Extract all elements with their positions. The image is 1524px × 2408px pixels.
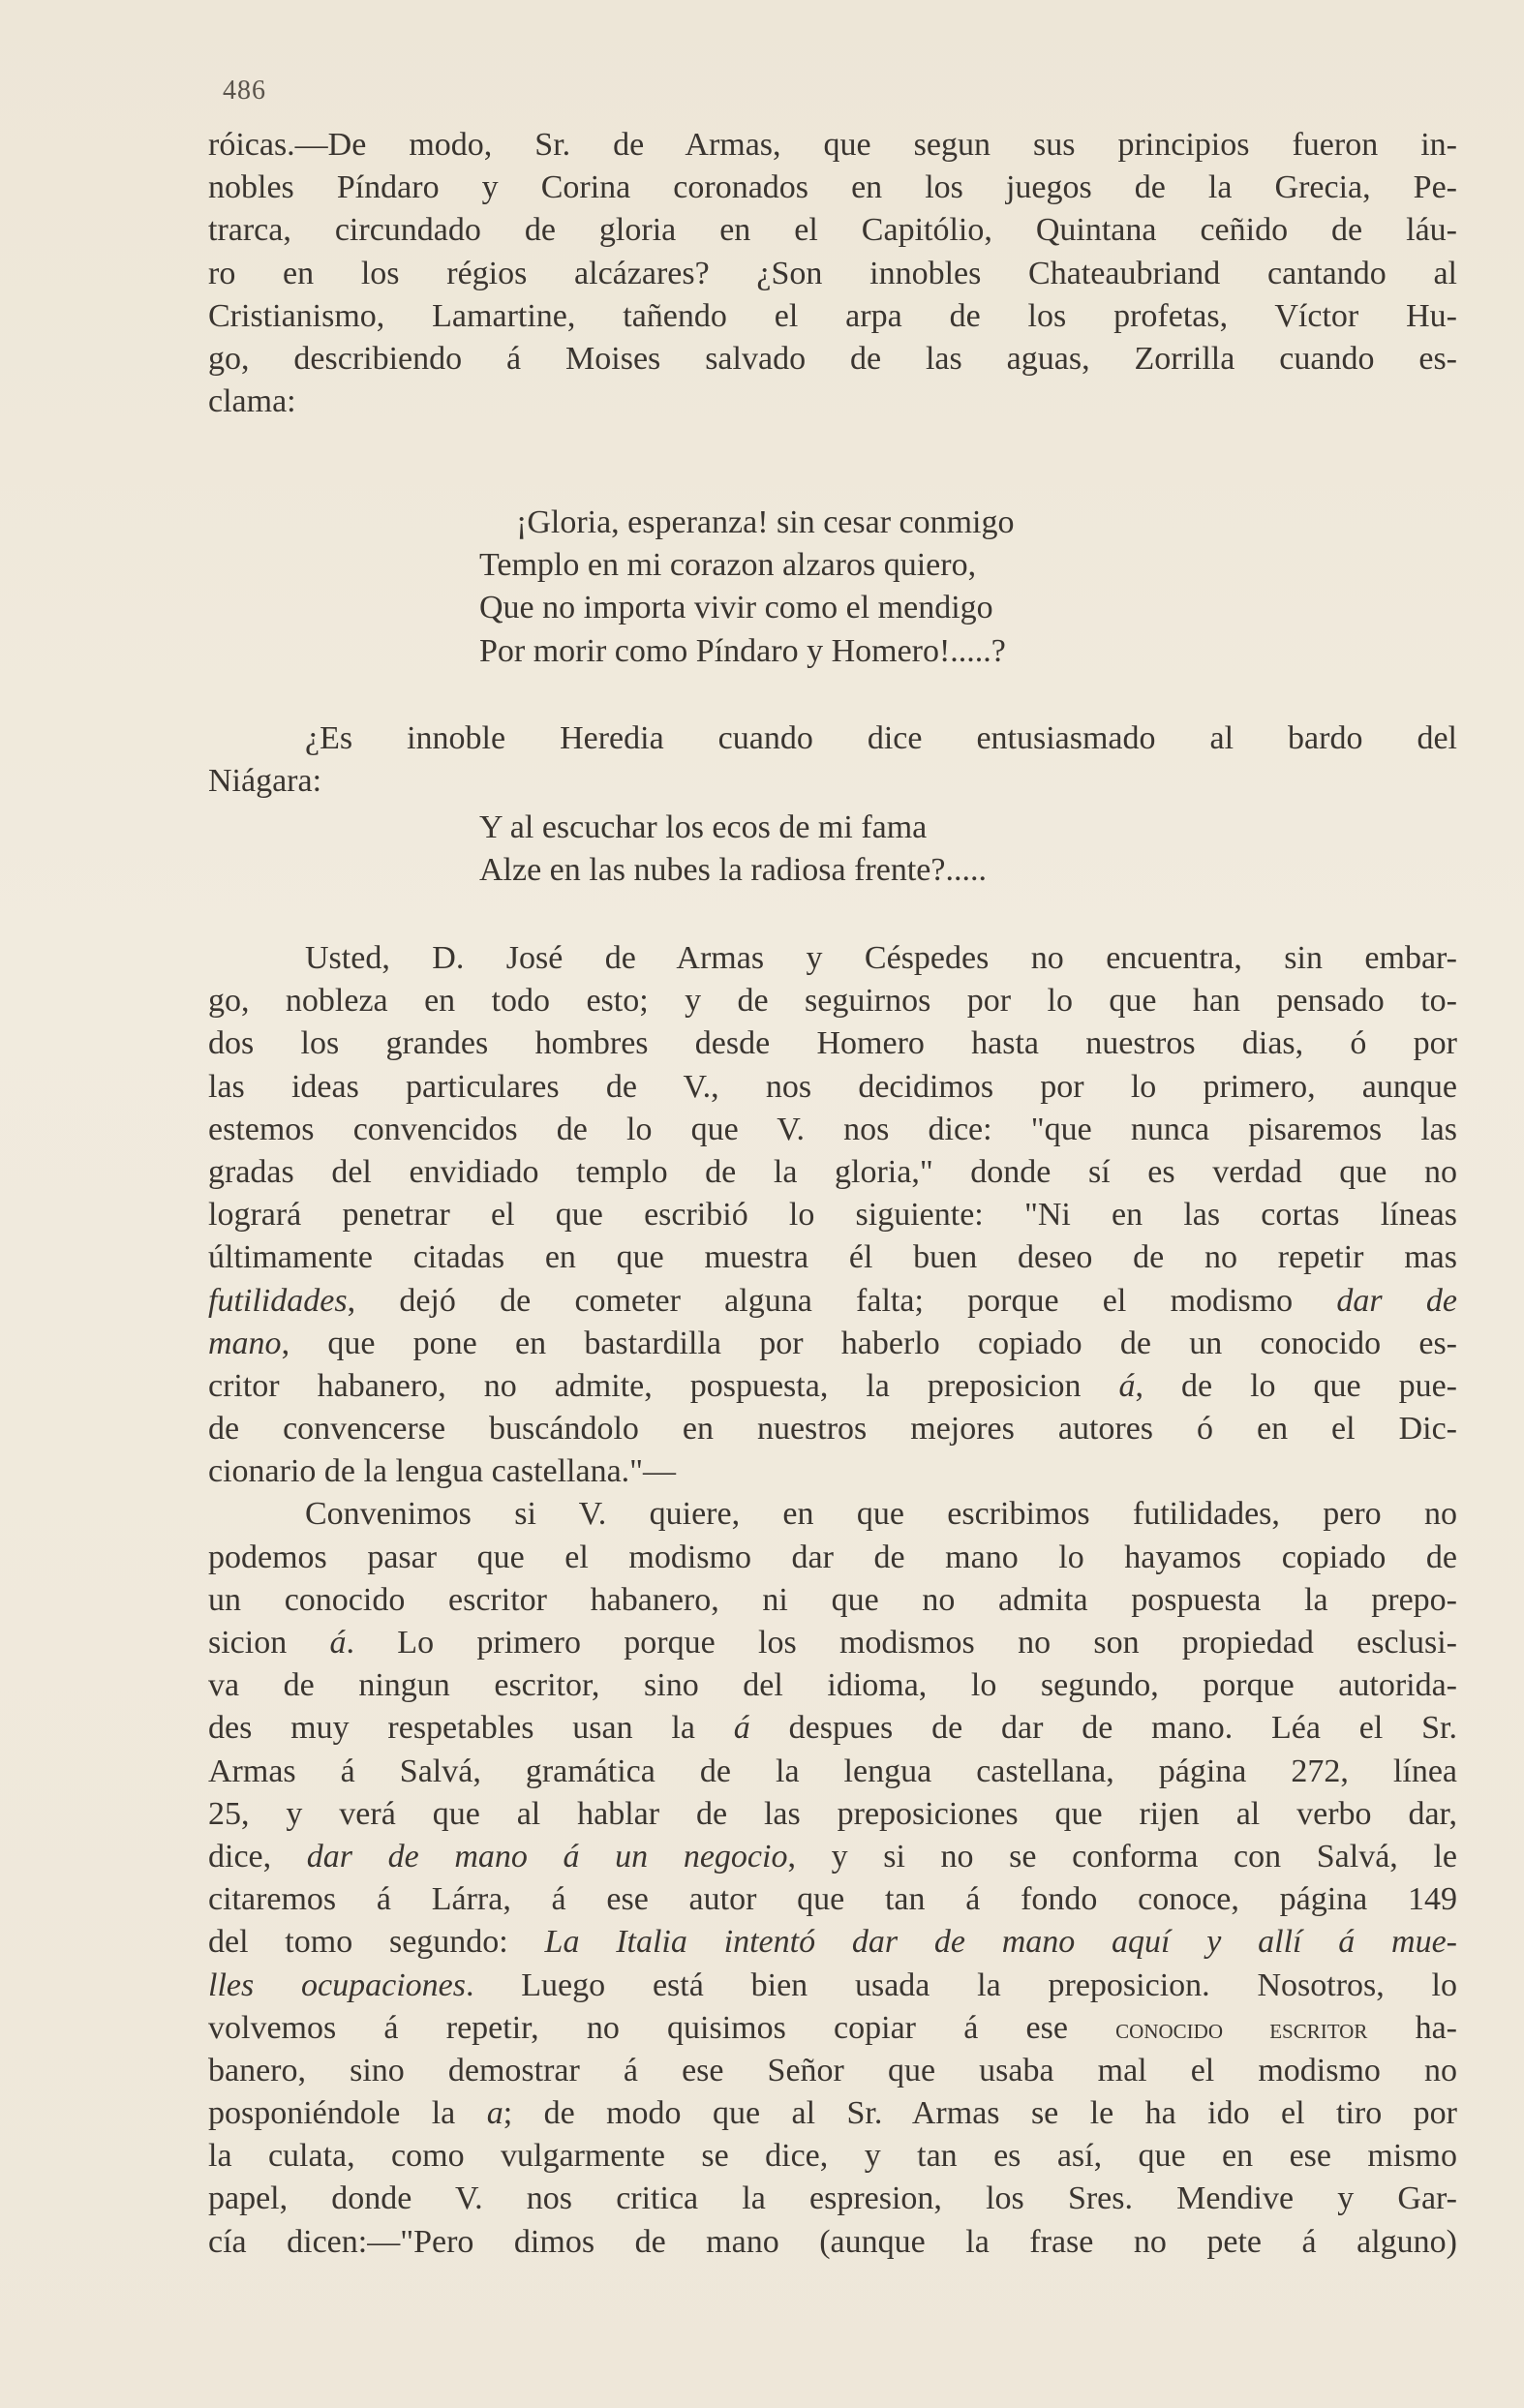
text-line: ¿Es innoble Heredia cuando dice entusiasmado al bardo del [305,720,1457,756]
verse-quote-2 [479,807,987,892]
text-line: banero, sino demostrar á ese Señor que usaba mal el modismo no [208,2052,1457,2088]
italic-text: La Italia intentó dar de mano aquí y allí á mue- [544,1924,1457,1961]
verse-line: Y al escuchar los ecos de mi fama [479,809,928,845]
text-line [208,2092,1457,2135]
text-run: ha- [1367,2009,1457,2046]
text-run: posponiéndole la [208,2095,487,2132]
text-run: , que pone en bastardilla por haberlo copiado de un conocido es- [281,1325,1457,1361]
verse-line: Que no importa vivir como el mendigo [479,590,993,626]
text-line: citaremos á Lárra, á ese autor que tan á fondo conoce, página 149 [208,1881,1457,1918]
text-line: un conocido escritor habanero, ni que no admita pospuesta la prepo- [208,1581,1457,1618]
italic-text: dar de mano á un negocio [306,1838,788,1875]
text-run: . Lo primero porque los modismos no son propiedad esclusi- [346,1625,1457,1661]
text-line: Usted, D. José de Armas y Céspedes no encuentra, sin embar- [305,940,1457,976]
text-line: 25, y verá que al hablar de las preposiciones que rijen al verbo dar, [208,1795,1457,1832]
text-line: Cristianismo, Lamartine, tañendo el arpa de los profetas, Víctor Hu- [208,297,1457,334]
italic-text: á [733,1710,750,1747]
italic-text: lles ocupaciones [208,1966,466,2003]
text-run: volvemos á repetir, no quisimos copiar á ese [208,2009,1116,2046]
text-run: , y si no se conforma con Salvá, le [787,1838,1457,1875]
text-line: estemos convencidos de lo que V. nos dice: "que nunca pisaremos las [208,1111,1457,1147]
text-line [208,1707,1457,1750]
text-line: clama: [208,383,296,420]
text-line [208,1280,1457,1323]
text-line: cía dicen:—"Pero dimos de mano (aunque la frase no pete á alguno) [208,2223,1457,2260]
text-run: , de lo que pue- [1135,1367,1457,1404]
text-run: critor habanero, no admite, pospuesta, la preposicion [208,1367,1119,1404]
italic-text: dar de [1336,1282,1457,1319]
paragraph-3 [208,937,1457,2264]
text-run: ; de modo que al Sr. Armas se le ha ido el tiro por [503,2095,1457,2132]
paragraph-2 [208,717,1457,803]
text-line [208,1323,1457,1365]
text-run: dice, [208,1838,307,1875]
text-run: des muy respetables usan la [208,1710,734,1747]
text-line: go, nobleza en todo esto; y de seguirnos por lo que han pensado to- [208,983,1457,1020]
text-line [208,1365,1457,1408]
small-caps-text: conocido escritor [1115,2012,1368,2045]
verse-quote-1 [479,502,1015,673]
text-line: dos los grandes hombres desde Homero hasta nuestros dias, ó por [208,1025,1457,1062]
text-line: de convencerse buscándolo en nuestros mejores autores ó en el Dic- [208,1411,1457,1448]
text-run: despues de dar de mano. Léa el Sr. [749,1710,1457,1747]
text-line [208,2007,1457,2050]
text-line: las ideas particulares de V., nos decidimos por lo primero, aunque [208,1068,1457,1105]
text-run: . Luego está bien usada la preposicion. Nosotros, lo [465,1966,1457,2003]
text-line: gradas del envidiado templo de la gloria," donde sí es verdad que no [208,1153,1457,1190]
italic-text: á [1118,1367,1136,1404]
text-line: cionario de la lengua castellana."— [208,1453,677,1490]
italic-text: futilidades [208,1282,348,1319]
text-line: nobles Píndaro y Corina coronados en los juegos de la Grecia, Pe- [208,169,1457,206]
text-run: del tomo segundo: [208,1924,545,1961]
text-line [208,1965,1457,2007]
text-line: róicas.—De modo, Sr. de Armas, que segun sus principios fueron in- [208,127,1457,163]
italic-text: a [486,2095,503,2132]
text-run: sicion [208,1625,330,1661]
text-line: ro en los régios alcázares? ¿Son innobles Chateaubriand cantando al [208,255,1457,291]
text-line: go, describiendo á Moises salvado de las aguas, Zorrilla cuando es- [208,340,1457,377]
verse-line: ¡Gloria, esperanza! sin cesar conmigo [516,504,1015,540]
text-line: podemos pasar que el modismo dar de mano lo hayamos copiado de [208,1539,1457,1575]
italic-text: mano [208,1325,282,1361]
text-line: trarca, circundado de gloria en el Capitólio, Quintana ceñido de láu- [208,212,1457,249]
text-line: Armas á Salvá, gramática de la lengua castellana, página 272, línea [208,1753,1457,1789]
text-line: la culata, como vulgarmente se dice, y tan es así, que en ese mismo [208,2138,1457,2175]
verse-line: Templo en mi corazon alzaros quiero, [479,547,977,584]
italic-text: á [329,1625,347,1661]
verse-line: Por morir como Píndaro y Homero!.....? [479,632,1006,669]
text-line: logrará penetrar el que escribió lo siguiente: "Ni en las cortas líneas [208,1197,1457,1234]
verse-line: Alze en las nubes la radiosa frente?..... [479,852,987,889]
paragraph-1 [208,124,1457,423]
text-line: va de ningun escritor, sino del idioma, lo segundo, porque autorida- [208,1667,1457,1704]
text-line: Convenimos si V. quiere, en que escribimos futilidades, pero no [305,1496,1457,1533]
text-line: últimamente citadas en que muestra él buen deseo de no repetir mas [208,1239,1457,1276]
text-line [208,1921,1457,1964]
text-line [208,1836,1457,1878]
text-line: papel, donde V. nos critica la espresion, los Sres. Mendive y Gar- [208,2180,1457,2217]
page-number: 486 [223,76,266,106]
text-run: , dejó de cometer alguna falta; porque el modismo [347,1282,1337,1319]
text-line [208,1622,1457,1664]
text-line: Niágara: [208,763,322,800]
